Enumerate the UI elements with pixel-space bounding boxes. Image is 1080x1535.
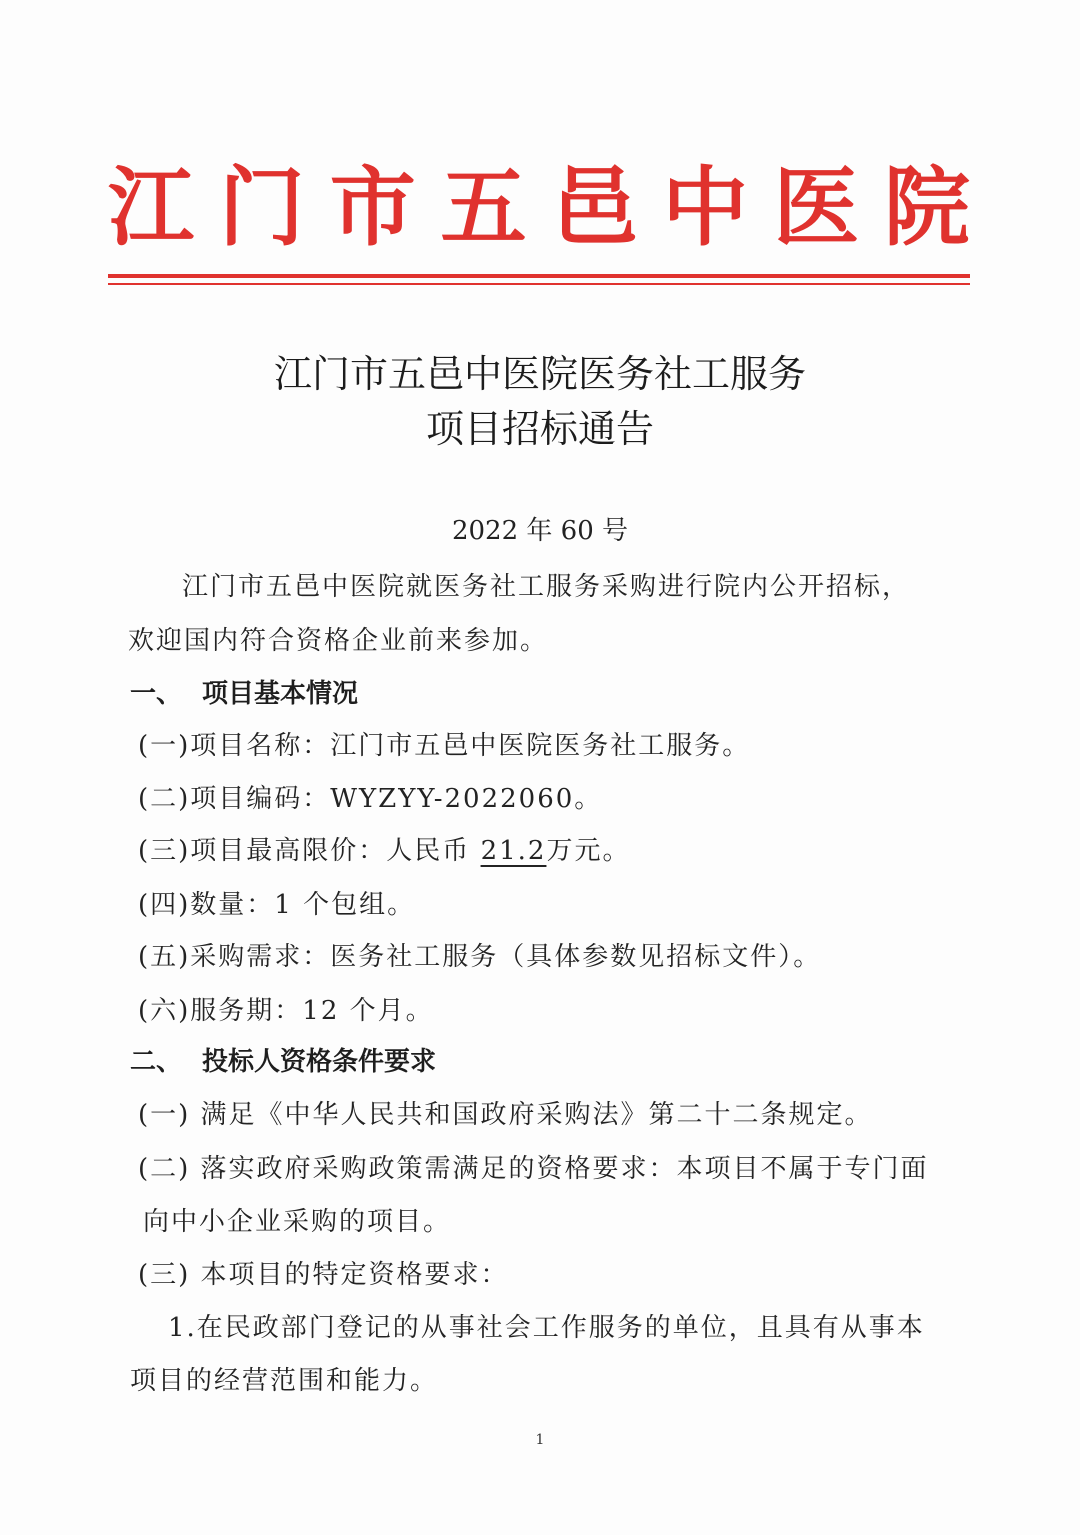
intro-line1: 江门市五邑中医院就医务社工服务采购进行院内公开招标， [182,572,911,602]
section1-title: 项目基本情况 [202,679,359,709]
item-project-name: (一)项目名称：江门市五邑中医院医务社工服务。 [138,731,751,761]
letterhead-char: 市 [329,157,416,258]
section1-heading [130,673,358,710]
letterhead-char: 医 [773,157,860,258]
price-prefix: (三)项目最高限价：人民币 [138,836,481,866]
qualification-item1: (一) 满足《中华人民共和国政府采购法》第二十二条规定。 [138,1100,873,1130]
letterhead-char: 中 [662,157,749,258]
letterhead-rule-thin [108,283,970,285]
price-value: 21.2 [480,836,547,866]
item-project-code: (二)项目编码：WYZYY-2022060。 [138,784,603,814]
qualification-item3: (三) 本项目的特定资格要求： [138,1260,509,1290]
price-suffix: 万元。 [546,836,631,866]
intro-line2: 欢迎国内符合资格企业前来参加。 [128,626,549,656]
document-title-line1: 江门市五邑中医院医务社工服务 [273,352,806,396]
item-service-period: (六)服务期：12 个月。 [138,996,434,1026]
letterhead-char: 邑 [551,157,638,258]
letterhead [108,158,970,258]
item-requirement: (五)采购需求：医务社工服务（具体参数见招标文件）。 [138,942,822,972]
section2-title: 投标人资格条件要求 [202,1047,437,1077]
letterhead-char: 院 [883,157,970,258]
section1-number: 一、 [130,679,183,709]
qualification-item2-line1: (二) 落实政府采购政策需满足的资格要求：本项目不属于专门面 [138,1154,929,1184]
document-title-line2: 项目招标通告 [425,407,654,451]
item-quantity: (四)数量：1 个包组。 [138,890,416,920]
item-max-price [138,830,630,867]
qualification-item3-sub1-line2: 项目的经营范围和能力。 [130,1366,439,1396]
letterhead-char: 门 [218,157,305,258]
qualification-item3-sub1-line1: 1.在民政部门登记的从事社会工作服务的单位，且具有从事本 [168,1313,925,1343]
section2-number: 二、 [130,1047,183,1077]
letterhead-rule-thick [108,274,970,278]
qualification-item2-line2: 向中小企业采购的项目。 [143,1207,452,1237]
letterhead-char: 五 [440,157,527,258]
letterhead-char: 江 [108,157,194,258]
document-number: 2022 年 60 号 [451,516,629,546]
section2-heading [130,1041,436,1078]
page-number: 1 [535,1432,545,1448]
